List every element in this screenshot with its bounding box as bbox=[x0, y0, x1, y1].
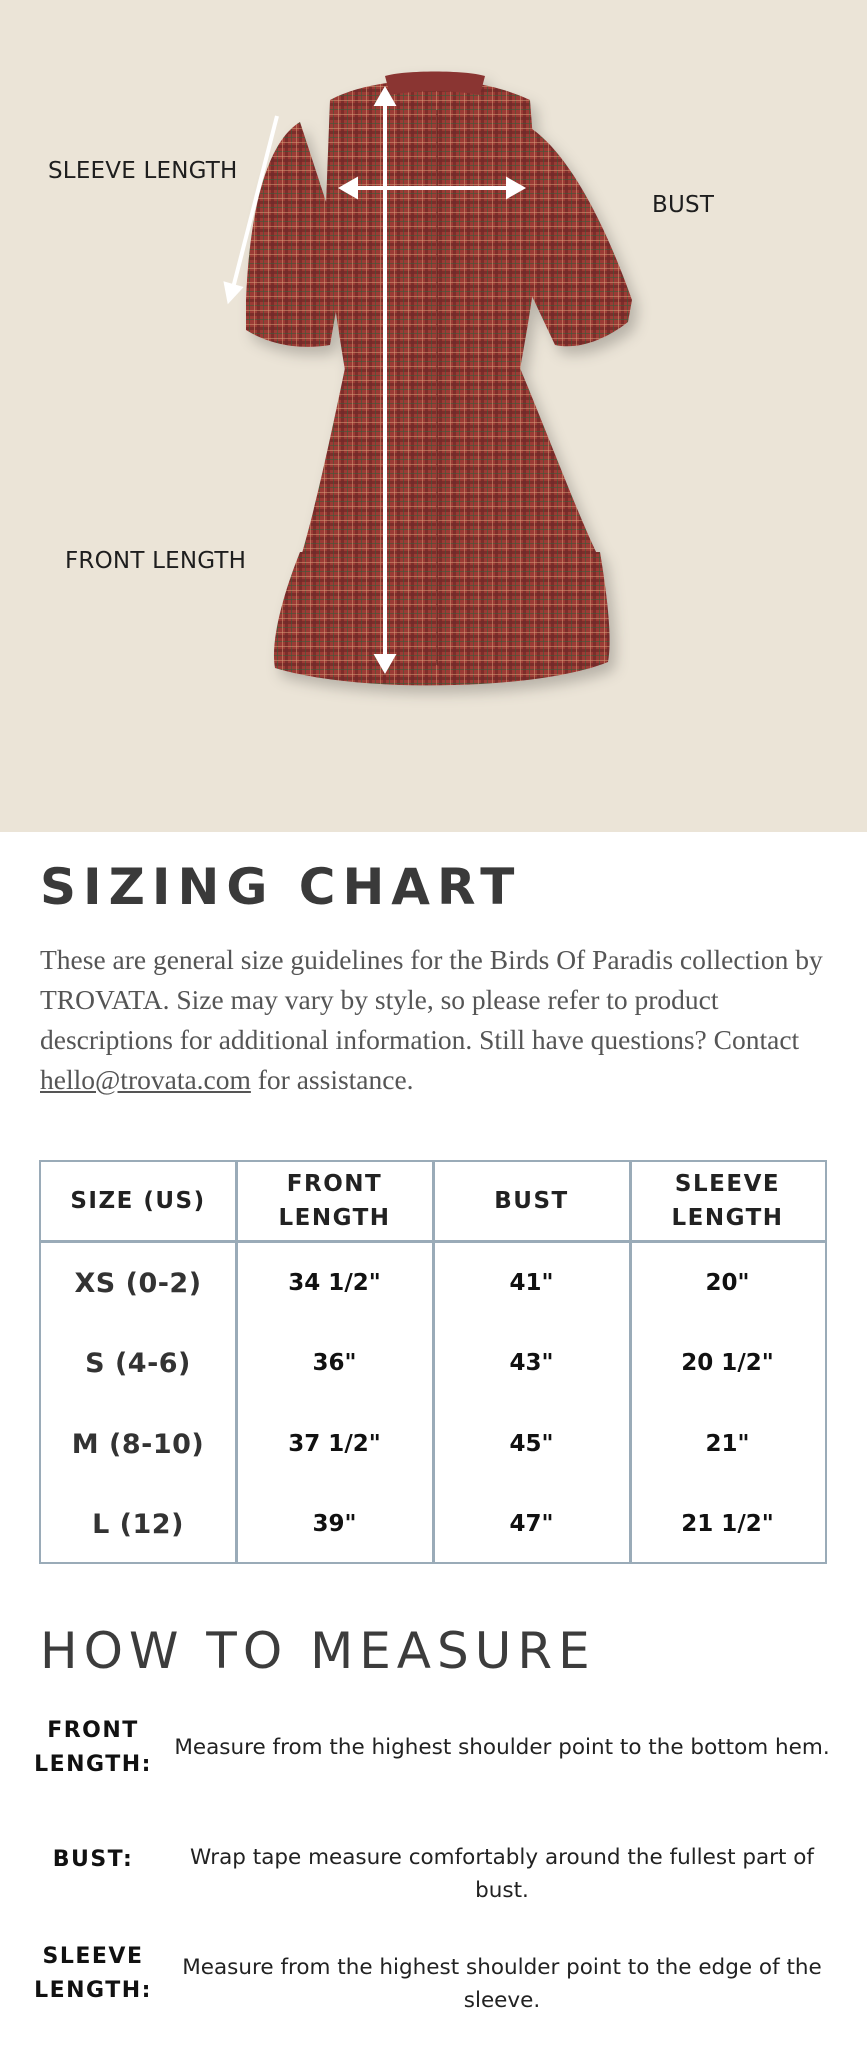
table-cell-size: S (4-6) bbox=[85, 1347, 191, 1379]
table-cell-size: M (8-10) bbox=[71, 1428, 205, 1460]
table-cell-bust: 41" bbox=[509, 1270, 554, 1296]
table-cell-front-length: 37 1/2" bbox=[288, 1431, 381, 1457]
front-length-label: FRONT LENGTH bbox=[65, 548, 247, 574]
table-cell-bust: 43" bbox=[509, 1350, 554, 1376]
dress-hero bbox=[0, 0, 867, 832]
dress-shape bbox=[246, 72, 632, 686]
measure-desc-front-length: Measure from the highest shoulder point to the bottom hem. bbox=[174, 1735, 830, 1760]
table-cell-sleeve-length: 21 1/2" bbox=[681, 1511, 774, 1537]
table-cell-bust: 47" bbox=[509, 1511, 554, 1537]
measure-label-front-length: FRONT LENGTH: bbox=[34, 1718, 152, 1777]
sleeve-length-label: SLEEVE LENGTH bbox=[48, 158, 238, 184]
measure-label-sleeve-length: SLEEVE LENGTH: bbox=[34, 1944, 152, 2003]
table-cell-size: XS (0-2) bbox=[74, 1267, 202, 1299]
dress-illustration bbox=[0, 0, 867, 832]
how-to-measure-title: HOW TO MEASURE bbox=[40, 1622, 596, 1680]
table-cell-sleeve-length: 20 1/2" bbox=[681, 1350, 774, 1376]
intro-text: These are general size guidelines for the Birds Of Paradis collection by TROVATA. Size may vary by style, so please refer to product descriptions for additional information. Still have questions? Contact bbox=[40, 944, 823, 1055]
table-cell-front-length: 34 1/2" bbox=[288, 1270, 381, 1296]
measure-desc-bust: Wrap tape measure comfortably around the fullest part of bust. bbox=[189, 1845, 814, 1903]
sizing-chart-title: SIZING CHART bbox=[40, 858, 522, 916]
size-table bbox=[39, 1160, 827, 1564]
header-front-length: FRONT LENGTH bbox=[278, 1171, 391, 1231]
bust-label: BUST bbox=[652, 192, 715, 218]
measure-label-bust: BUST: bbox=[52, 1847, 134, 1872]
intro-text-end: for assistance. bbox=[250, 1064, 414, 1095]
header-bust: BUST bbox=[494, 1188, 569, 1214]
sizing-intro bbox=[40, 940, 840, 1100]
header-size: SIZE (US) bbox=[70, 1188, 206, 1214]
contact-email-link[interactable]: hello@trovata.com bbox=[40, 1064, 251, 1095]
table-cell-sleeve-length: 20" bbox=[705, 1270, 750, 1296]
table-cell-bust: 45" bbox=[509, 1431, 554, 1457]
table-cell-size: L (12) bbox=[92, 1508, 184, 1540]
table-cell-sleeve-length: 21" bbox=[705, 1431, 750, 1457]
measure-desc-sleeve-length: Measure from the highest shoulder point to the edge of the sleeve. bbox=[182, 1955, 822, 2013]
table-cell-front-length: 36" bbox=[312, 1350, 357, 1376]
header-sleeve-length: SLEEVE LENGTH bbox=[671, 1171, 784, 1231]
table-cell-front-length: 39" bbox=[312, 1511, 357, 1537]
